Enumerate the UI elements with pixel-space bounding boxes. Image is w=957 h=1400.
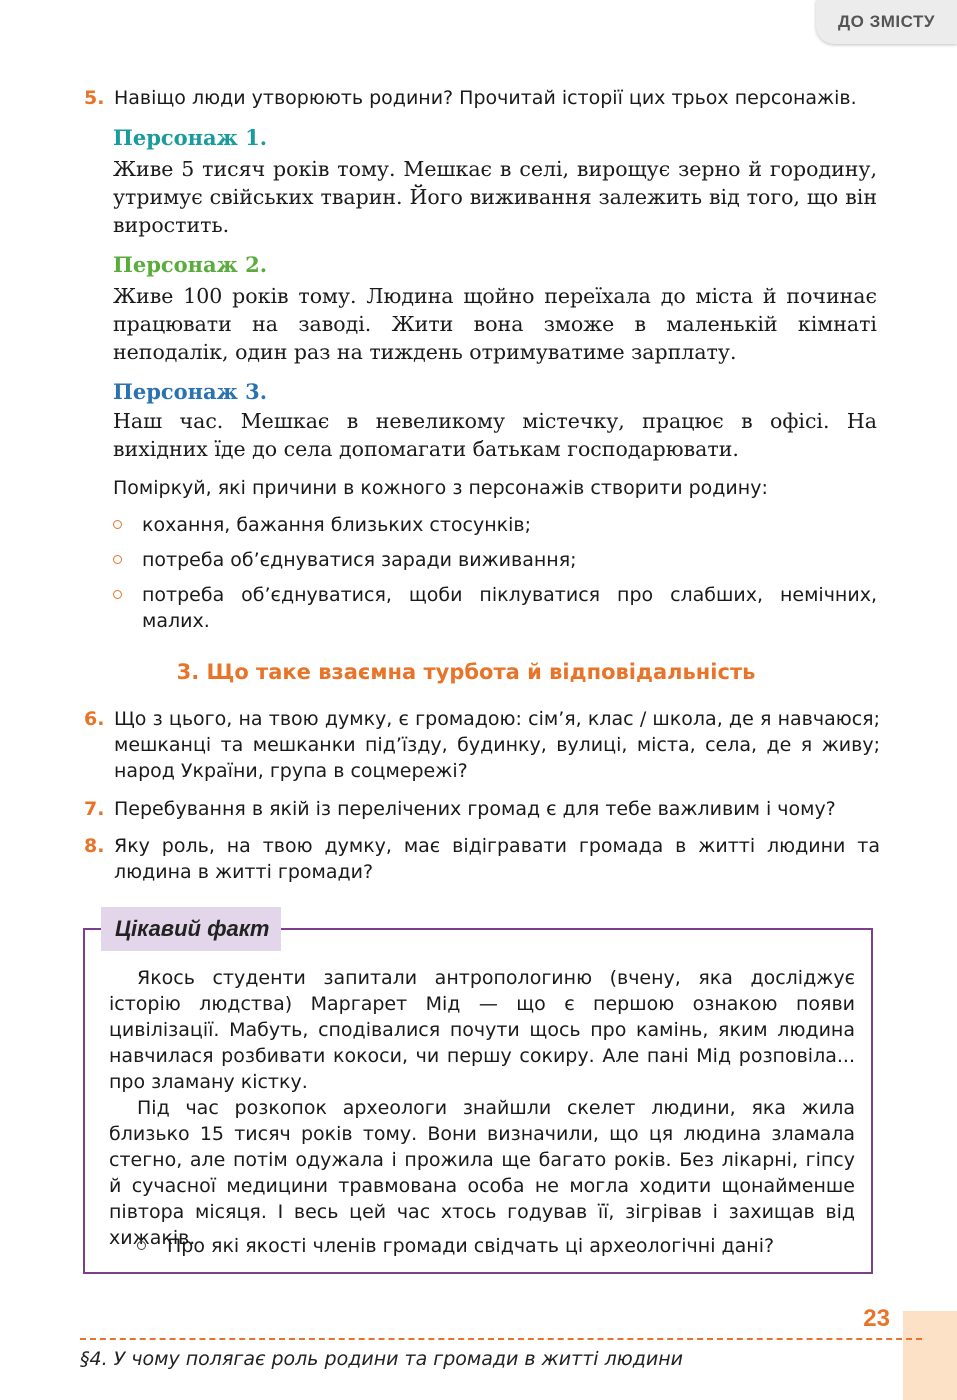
circle-bullet-icon [113,555,122,564]
list-item: потреба об’єднуватися заради виживання; [113,547,877,573]
question-text: Навіщо люди утворюють родини? Прочитай історії цих трьох персонажів. [114,87,857,109]
reasons-list [113,512,877,643]
table-of-contents-button[interactable]: ДО ЗМІСТУ [816,0,957,44]
page-corner-band [903,1311,957,1400]
list-item: потреба об’єднуватися, щоби піклуватися про слабших, немічних, малих. [113,582,877,634]
list-item: кохання, бажання близьких стосунків; [113,512,877,538]
section-title: 3. Що таке взаємна турбота й відповідальність [176,660,756,684]
question-5 [84,85,880,111]
character-3-text: Наш час. Мешкає в невеликому містечку, працює в офісі. На вихідних їде до села допомагати батькам господарювати. [113,409,877,461]
fact-paragraph-1: Якось студенти запитали антропологиню (вчену, яка досліджує історію людства) Маргарет Мід — що є першою ознакою появи цивілізації. Мабуть, сподівалися почути щось про камінь, яким людина навчилася розбивати кокоси, чи першу сокиру. Але пані Мід розповіла... про зламану кістку. [109,967,855,1093]
page-number: 23 [863,1305,890,1332]
question-text: Яку роль, на твою думку, має відігравати громада в житті людини та людина в житті громади? [114,835,880,883]
question-6 [84,706,880,784]
character-1-heading: Персонаж 1. [113,125,268,150]
fact-question: Про які якості членів громади свідчать ці археологічні дані? [137,1233,857,1259]
question-text: Що з цього, на твою думку, є громадою: сім’я, клас / школа, де я навчаюся; мешканці та мешканки під’їзду, будинку, вулиці, міста, села, де я живу; народ України, група в соцмережі? [114,708,880,782]
fact-body [109,965,855,1251]
question-number: 7. [84,798,105,820]
fact-paragraph-2: Під час розкопок археологи знайшли скелет людини, яка жила близько 15 тисяч років тому. Вони визначили, що ця людина зламала стегно, але потім одужала і прожила ще багато років. Без лікарні, гіпсу й сучасної медицини травмована особа не могла ходити щонайменше півтора місяця. І весь цей час хтось годував її, зігрівав і захищав від хижаків. [109,1097,855,1249]
fact-label: Цікавий факт [101,907,281,951]
question-number: 5. [84,87,105,109]
footer-divider [80,1338,922,1340]
question-text: Перебування в якій із перелічених громад є для тебе важливим і чому? [114,798,836,820]
question-7 [84,796,880,822]
character-2-text: Живе 100 років тому. Людина щойно переїхала до міста й починає працювати на заводі. Жити вона зможе в маленькій кімнаті неподалік, один раз на тиждень отримуватиме зарплату. [113,284,877,364]
character-1-text: Живе 5 тисяч років тому. Мешкає в селі, вирощує зерно й городину, утримує свійських тварин. Його виживання залежить від того, що він виростить. [113,157,877,237]
footer-running-title: §4. У чому полягає роль родини та громади в житті людини [80,1348,683,1370]
circle-bullet-icon [113,520,122,529]
question-number: 8. [84,835,105,857]
circle-bullet-icon [113,590,122,599]
character-3-heading: Персонаж 3. [113,379,268,404]
circle-bullet-icon [137,1241,146,1250]
character-2-heading: Персонаж 2. [113,252,268,277]
question-8 [84,833,880,885]
think-prompt: Поміркуй, які причини в кожного з персонажів створити родину: [113,477,768,499]
question-number: 6. [84,708,105,730]
